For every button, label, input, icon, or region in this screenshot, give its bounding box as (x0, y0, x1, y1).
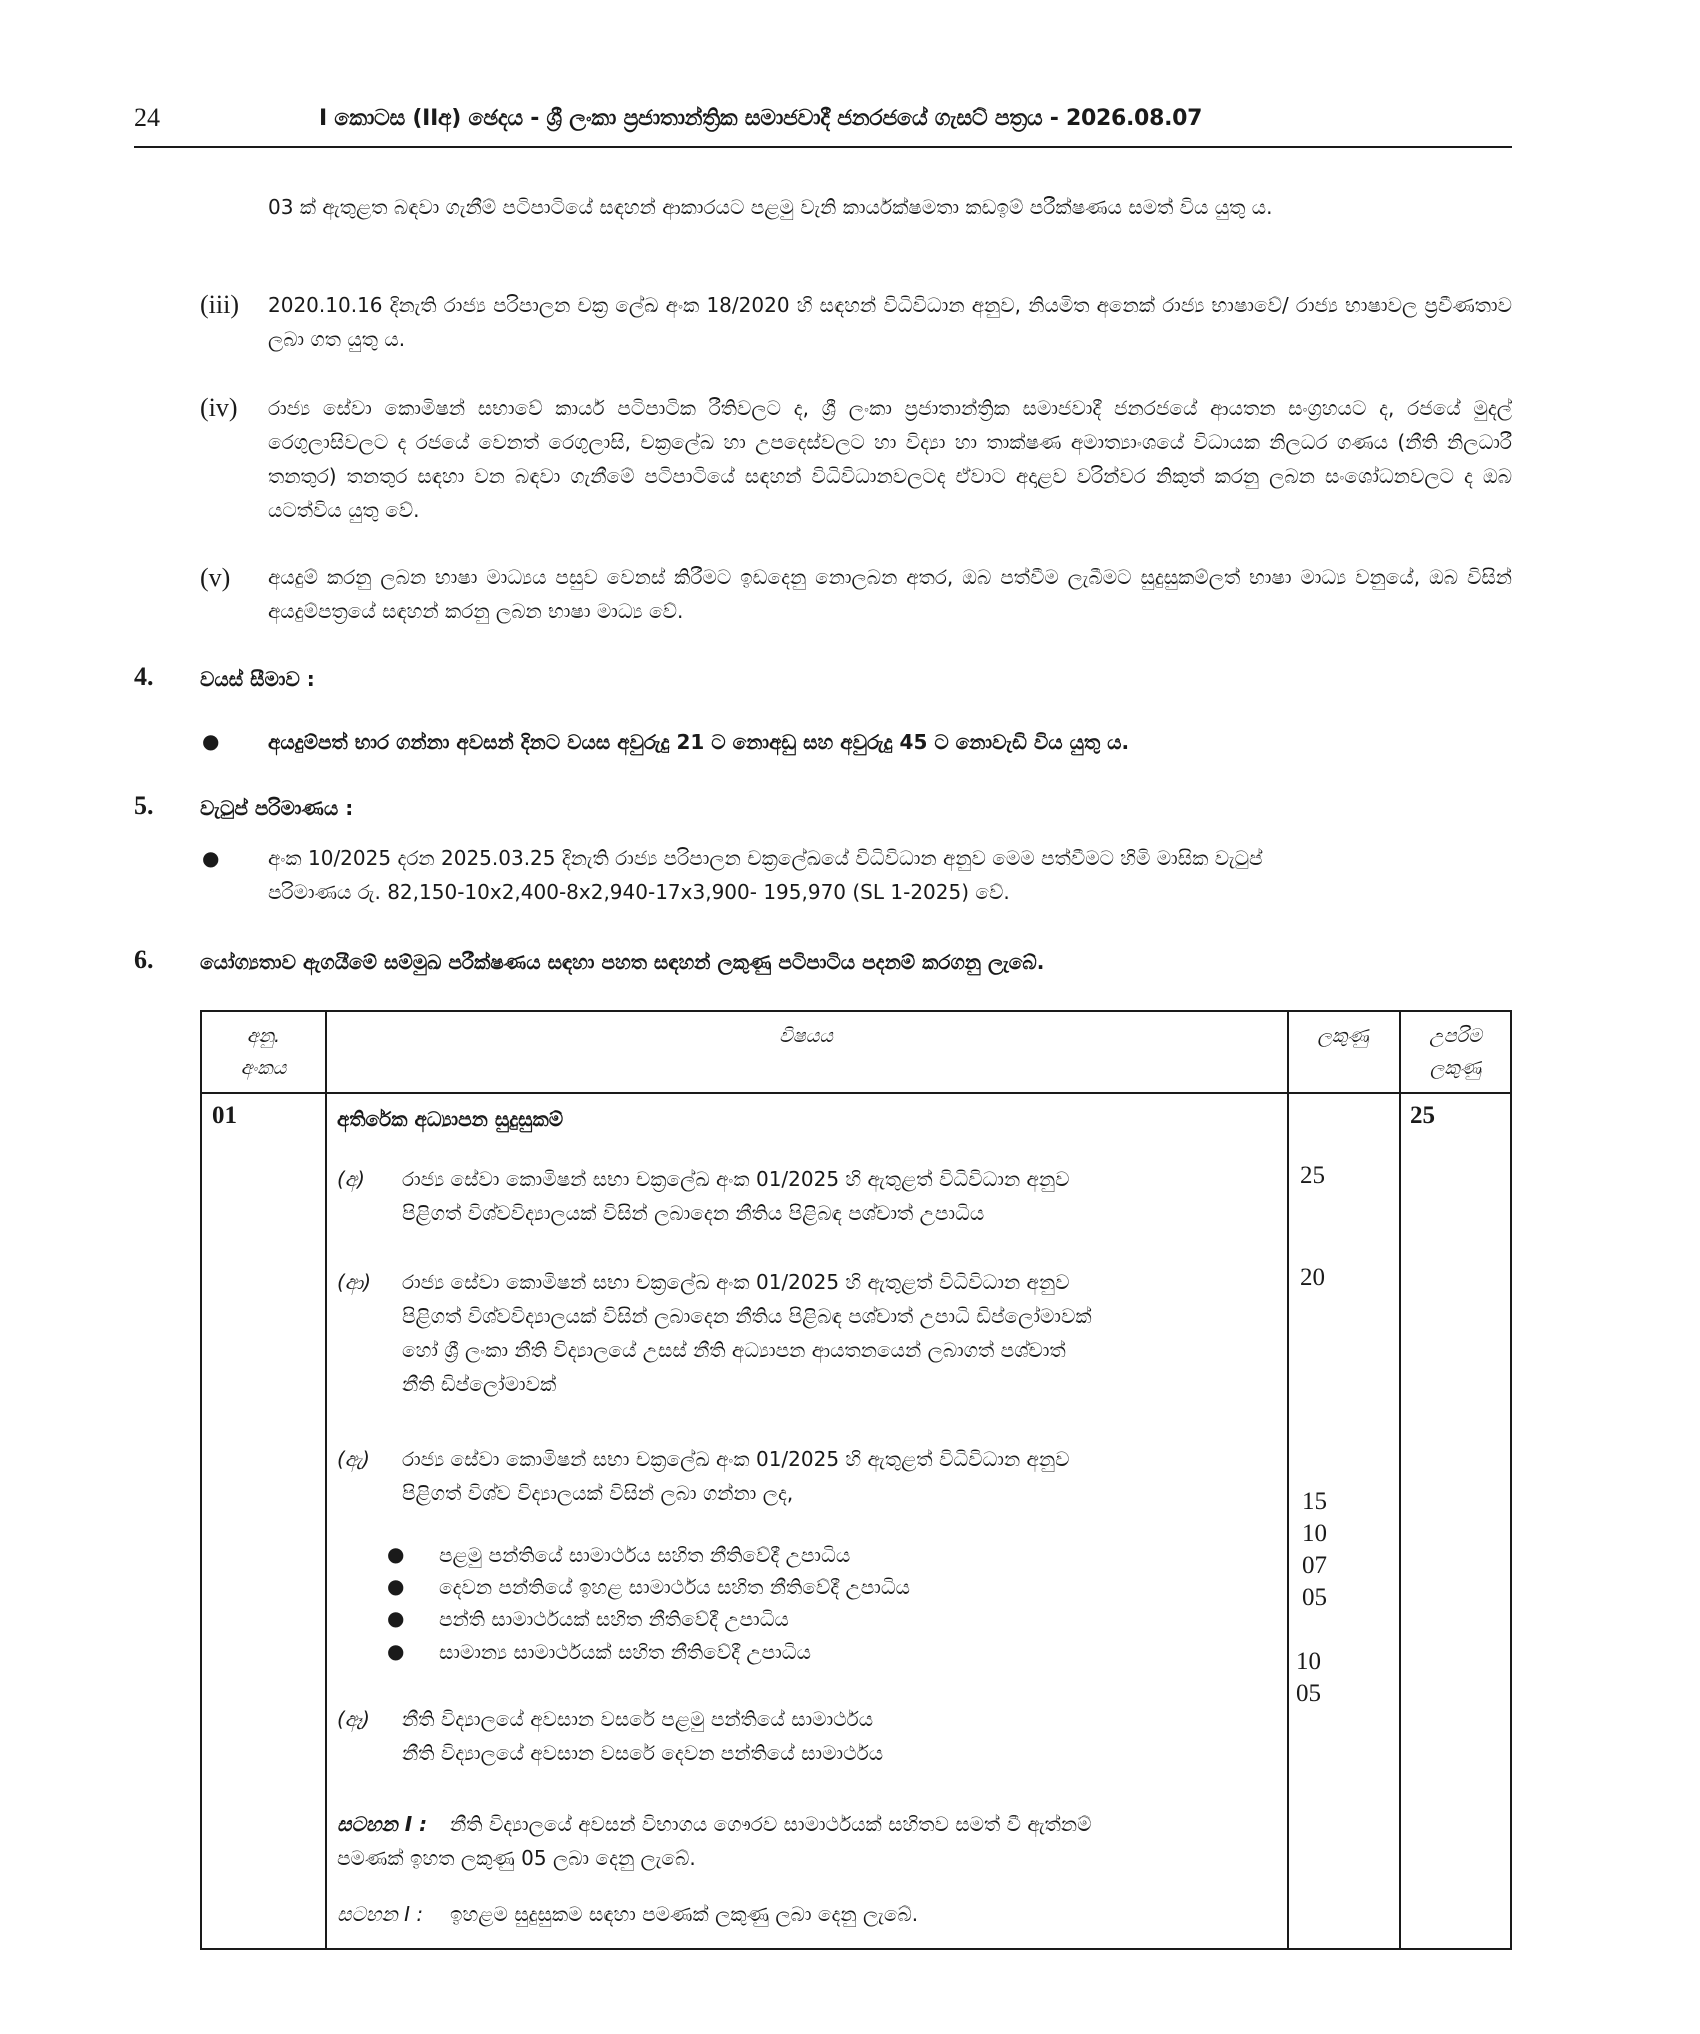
sub-a-line1: රාජ්‍ය සේවා කොමිෂන් සභා චක්‍රලේඛ අංක 01/2025 හි ඇතුළත් විධිවිධාන අනුව (402, 1167, 1070, 1191)
sub-aa-mark: 20 (1300, 1264, 1325, 1291)
sub-aa-line2: පිළිගත් විශ්වවිද්‍යාලයක් විසින් ලබාදෙන නීතිය පිළිබඳ පශ්චාත් උපාධි ඩිප්ලෝමාවක් (402, 1304, 1092, 1328)
degree-mark-1: 15 (1302, 1488, 1327, 1515)
header-serial-no-line2: අංකය (240, 1057, 287, 1079)
note1-line2: පමණක් ඉහත ලකුණු 05 ලබා දෙනු ලැබේ. (337, 1846, 696, 1870)
sub-aa-line1: රාජ්‍ය සේවා කොමිෂන් සභා චක්‍රලේඛ අංක 01/2025 හි ඇතුළත් විධිවිධාන අනුව (402, 1270, 1070, 1294)
degree-mark-4: 05 (1302, 1584, 1327, 1611)
note1-label: සටහන I : (337, 1812, 428, 1836)
section-heading-5: වැටුප් පරිමාණය : (200, 796, 354, 820)
bullet-dot: ● (387, 1574, 405, 1598)
sub-aa-line4: නීති ඩිප්ලෝමාවක් (402, 1372, 557, 1396)
sub-label-ae: (ඇ) (337, 1447, 370, 1471)
bullet-dot: ● (202, 846, 220, 870)
clause-text-v: අයදුම් කරනු ලබන භාෂා මාධ්‍යය පසුව වෙනස් කිරීමට ඉඩදෙනු නොලබන අතර, ඔබ පත්වීම ලැබීමට සුදුසුකම්ලත් භාෂා මාධ්‍ය වනුයේ, ඔබ විසින් අයදුම්පත්‍රයේ සඳහන් කරනු ලබන භාෂා මාධ්‍ය වේ. (268, 565, 1512, 623)
header-title: I කොටස (IIඅ) ඡෙදය - ශ්‍රී ලංකා ප්‍රජාතාන්ත්‍රික සමාජවාදී ජනරජයේ ගැසට් පත්‍රය - 2026.08.07 (319, 106, 1203, 131)
note2-label: සටහන I : (337, 1902, 424, 1926)
degree-item-2: දෙවන පන්තියේ ඉහළ සාමාර්ථය සහිත නීතිවේදී උපාධිය (439, 1575, 911, 1599)
sub-ae-line2: පිළිගත් විශ්ව විද්‍යාලයක් විසින් ලබා ගන්නා ලද, (402, 1481, 794, 1505)
section-heading-4: වයස් සීමාව : (200, 667, 315, 691)
header-max-marks-line1: උපරිම (1429, 1025, 1482, 1047)
section-number-5: 5. (134, 791, 154, 820)
sub-ae2-line2: නීති විද්‍යාලයේ අවසාන වසරේ දෙවන පන්තියේ සාමාර්ථය (402, 1741, 884, 1765)
table-header-divider (202, 1092, 1510, 1094)
sub-a-mark: 25 (1300, 1162, 1325, 1189)
clause-label-iii: (iii) (200, 290, 239, 319)
sub-ae-line1: රාජ්‍ය සේවා කොමිෂන් සභා චක්‍රලේඛ අංක 01/2025 හි ඇතුළත් විධිවිධාන අනුව (402, 1447, 1070, 1471)
page-header (134, 103, 1512, 143)
marks-table (200, 1010, 1512, 1950)
bullet-dot: ● (387, 1639, 405, 1663)
degree-item-3: පන්ති සාමාර්ථයක් සහිත නීතිවේදී උපාධිය (439, 1607, 789, 1631)
sub-ae2-mark2: 05 (1296, 1680, 1321, 1707)
sub-ae2-mark1: 10 (1296, 1648, 1321, 1675)
table-col-divider (1399, 1012, 1401, 1948)
sub-ae2-line1: නීති විද්‍යාලයේ අවසාන වසරේ පළමු පන්තියේ සාමාර්ථය (402, 1707, 874, 1731)
table-col-divider (325, 1012, 327, 1948)
header-max-marks-line2: ලකුණු (1429, 1057, 1482, 1079)
sub-label-aa: (ආ) (337, 1270, 372, 1294)
row-max-marks: 25 (1410, 1102, 1435, 1129)
bullet-dot: ● (387, 1606, 405, 1630)
section-heading-6: යෝග්‍යතාව ඇගයීමේ සම්මුඛ පරීක්ෂණය සඳහා පහත සඳහන් ලකුණු පටිපාටිය පදනම් කරගනු ලැබේ. (200, 950, 1045, 974)
salary-text-line1: අංක 10/2025 දරන 2025.03.25 දිනැති රාජ්‍ය පරිපාලන චක්‍රලේඛයේ විධිවිධාන අනුව මෙම පත්වීමට හිමි මාසික වැටුප් (268, 846, 1263, 870)
clause-text-iv: රාජ්‍ය සේවා කොමිෂන් සභාවේ කාර්ය පටිපාටික රීතිවලට ද, ශ්‍රී ලංකා ප්‍රජාතාන්ත්‍රික සමාජවාදී ජනරජයේ ආයතන සංග්‍රහයට ද, රජයේ මුදල් රෙගුලාසිවලට ද රජයේ වෙනත් රෙගුලාසි, චක්‍රලේඛ හා උපදෙස්වලට හා විද්‍යා හා තාක්ෂණ අමාත්‍යාංශයේ විධායක නිලධර ගණය (නීති නිලධාරී තනතුර) තනතුර සඳහා වන බඳවා ගැනීමේ පටිපාටියේ සඳහන් විධිවිධානවලටද ඒවාට අදාළව වරින්වර නිකුත් කරනු ලබන සංශෝධනවලට ද ඔබ යටත්විය යුතු වේ. (268, 396, 1512, 522)
sub-a-line2: පිළිගත් විශ්වවිද්‍යාලයක් විසින් ලබාදෙන නීතිය පිළිබඳ පශ්චාත් උපාධිය (402, 1201, 985, 1225)
header-subject: විෂයය (779, 1025, 833, 1047)
section-number-4: 4. (134, 662, 154, 691)
header-marks: ලකුණු (1317, 1025, 1369, 1047)
section-number-6: 6. (134, 945, 154, 974)
degree-item-4: සාමාන්‍ය සාමාර්ථයක් සහිත නීතිවේදී උපාධිය (439, 1640, 811, 1664)
sub-label-ae2: (ඈ) (337, 1707, 370, 1731)
degree-mark-2: 10 (1302, 1520, 1327, 1547)
degree-mark-3: 07 (1302, 1552, 1327, 1579)
bullet-dot: ● (387, 1542, 405, 1566)
header-serial-no (202, 1020, 325, 1084)
note2-text: ඉහළම සුදුසුකම සඳහා පමණක් ලකුණු ලබා දෙනු ලැබේ. (450, 1902, 919, 1926)
salary-text-line2: පරිමාණය රු. 82,150-10x2,400-8x2,940-17x3,900- 195,970 (SL 1-2025) වේ. (268, 880, 1010, 904)
table-col-divider (1287, 1012, 1289, 1948)
clause-label-v: (v) (200, 563, 231, 592)
sub-aa-line3: හෝ ශ්‍රී ලංකා නීති විද්‍යාලයේ උසස් නීති අධ්‍යාපන ආයතනයෙන් ලබාගත් පශ්චාත් (402, 1338, 1066, 1362)
bullet-dot: ● (202, 729, 220, 753)
degree-item-1: පළමු පන්තියේ සාමාර්ථය සහිත නීතිවේදී උපාධිය (439, 1543, 851, 1567)
continuation-paragraph: 03 ක් ඇතුළත බඳවා ගැනීම් පටිපාටියේ සඳහන් ආකාරයට පළමු වැනි කාර්යක්ෂමතා කඩඉම් පරීක්ෂණය සමත් විය යුතු ය. (268, 195, 1273, 219)
clause-text-iii: 2020.10.16 දිනැති රාජ්‍ය පරිපාලන චක්‍ර ලේඛ අංක 18/2020 හි සඳහන් විධිවිධාන අනුව, නියමිත අනෙක් රාජ්‍ය භාෂාවේ/ රාජ්‍ය භාෂාවල ප්‍රවීණතාව ලබා ගත යුතු ය. (268, 293, 1512, 351)
clause-label-iv: (iv) (200, 393, 238, 422)
header-max-marks (1399, 1020, 1512, 1084)
header-rule (134, 146, 1512, 148)
sub-label-a: (අ) (337, 1167, 365, 1191)
age-limit-text: අයදුම්පත් භාර ගන්නා අවසන් දිනට වයස අවුරුදු 21 ට නොඅඩු සහ අවුරුදු 45 ට නොවැඩි විය යුතු ය. (268, 730, 1130, 754)
header-serial-no-line1: අනු. (246, 1025, 281, 1047)
row-title: අතිරේක අධ්‍යාපන සුදුසුකම් (337, 1107, 564, 1131)
page-number: 24 (134, 103, 160, 132)
row-number: 01 (212, 1102, 237, 1129)
note1-line1: නීති විද්‍යාලයේ අවසන් විභාගය ගෞරව සාමාර්ථයක් සහිතව සමත් වී ඇත්නම් (450, 1812, 1092, 1836)
